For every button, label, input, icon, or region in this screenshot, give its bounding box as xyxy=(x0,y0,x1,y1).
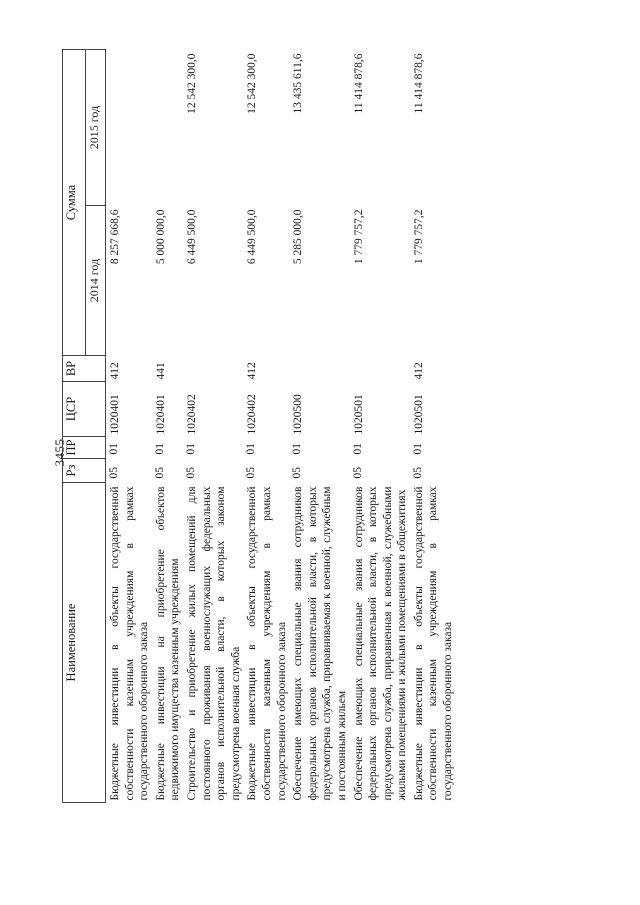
row-vr: 412 xyxy=(109,362,121,380)
header-name: Наименование xyxy=(63,483,106,803)
row-rz: 05 xyxy=(184,467,197,479)
table-row xyxy=(106,50,152,803)
row-pr: 01 xyxy=(108,443,120,455)
row-rz: 05 xyxy=(351,467,364,479)
row-rz: 05 xyxy=(411,467,424,479)
header-vr: ВР xyxy=(63,356,106,382)
header-pr: ПР xyxy=(63,437,106,459)
row-csr: 1020501 xyxy=(412,394,425,435)
row-amount-2015 xyxy=(152,50,183,206)
table-row xyxy=(152,50,183,803)
table-row xyxy=(289,50,349,803)
row-amount-2014: 8 257 668,6 xyxy=(109,209,121,265)
table-row xyxy=(243,50,289,803)
row-amount-2014: 1 779 757,2 xyxy=(412,209,425,265)
row-csr: 1020401 xyxy=(154,394,167,435)
row-rz: 05 xyxy=(245,467,258,479)
row-name: Строительство и приобретение жилых помещений для постоянного проживания военнослужащих федеральных органов исполнительной власти, в которых законом предусмотрена военная служба xyxy=(185,486,242,801)
row-amount-2014: 6 449 500,0 xyxy=(185,209,198,265)
row-vr xyxy=(350,356,410,382)
row-amount-2014: 1 779 757,2 xyxy=(352,209,365,265)
row-amount-2015: 11 414 878,6 xyxy=(352,53,365,114)
row-amount-2015: 11 414 878,6 xyxy=(412,53,425,114)
row-name: Бюджетные инвестиции на приобретение объектов недвижимого имущества казенным учреждениям xyxy=(154,486,182,801)
row-name: Бюджетные инвестиции в объекты государственной собственности казенным учреждениям в рамках государственного оборонного заказа xyxy=(109,486,151,801)
row-name: Обеспечение имеющих специальные звания сотрудников федеральных органов исполнительной власти, в которых предусмотрена служба, приравниваемая к военной, служебным и постоянным жильем xyxy=(292,486,348,801)
row-amount-2015: 12 542 300,0 xyxy=(246,53,259,114)
table-row xyxy=(183,50,243,803)
row-amount-2014: 6 449 500,0 xyxy=(246,209,259,265)
row-rz: 05 xyxy=(108,467,120,479)
row-pr: 01 xyxy=(291,443,304,455)
row-amount-2014: 5 000 000,0 xyxy=(154,209,167,265)
row-amount-2015 xyxy=(106,50,152,206)
row-name: Бюджетные инвестиции в объекты государственной собственности казенным учреждениям в рамках государственного оборонного заказа xyxy=(246,486,288,801)
table-row xyxy=(350,50,410,803)
row-rz: 05 xyxy=(291,467,304,479)
row-name: Обеспечение имеющих специальные звания сотрудников федеральных органов исполнительной власти, в которых предусмотрена служба, приравненная к военной, служебными жилыми помещениями и жилыми помещениями в общежитиях xyxy=(352,486,409,801)
row-amount-2015: 12 542 300,0 xyxy=(185,53,198,114)
row-vr xyxy=(289,356,349,382)
budget-table xyxy=(62,49,456,803)
row-csr: 1020501 xyxy=(352,394,365,435)
row-csr: 1020500 xyxy=(292,394,305,435)
row-amount-2014: 5 285 000,0 xyxy=(292,209,305,265)
header-csr: ЦСР xyxy=(63,382,106,437)
row-pr: 01 xyxy=(245,443,258,455)
row-vr: 412 xyxy=(412,362,425,380)
row-csr: 1020401 xyxy=(109,394,121,435)
row-pr: 01 xyxy=(411,443,424,455)
row-pr: 01 xyxy=(153,443,166,455)
row-name: Бюджетные инвестиции в объекты государственной собственности казенным учреждениям в рамках государственного оборонного заказа xyxy=(412,486,455,801)
row-rz: 05 xyxy=(153,467,166,479)
row-pr: 01 xyxy=(351,443,364,455)
row-csr: 1020402 xyxy=(246,394,259,435)
header-year-2014: 2014 год xyxy=(86,206,106,356)
row-vr: 412 xyxy=(246,362,259,380)
row-pr: 01 xyxy=(184,443,197,455)
row-vr xyxy=(183,356,243,382)
header-sum: Сумма xyxy=(63,50,86,356)
table-row xyxy=(410,50,456,803)
row-amount-2015: 13 435 611,6 xyxy=(292,53,305,114)
row-csr: 1020402 xyxy=(185,394,198,435)
page-number: 3455 xyxy=(52,438,67,467)
row-vr: 441 xyxy=(154,362,167,380)
header-rz: Рз xyxy=(63,459,106,483)
table-header-row xyxy=(63,50,86,803)
header-year-2015: 2015 год xyxy=(86,50,106,206)
